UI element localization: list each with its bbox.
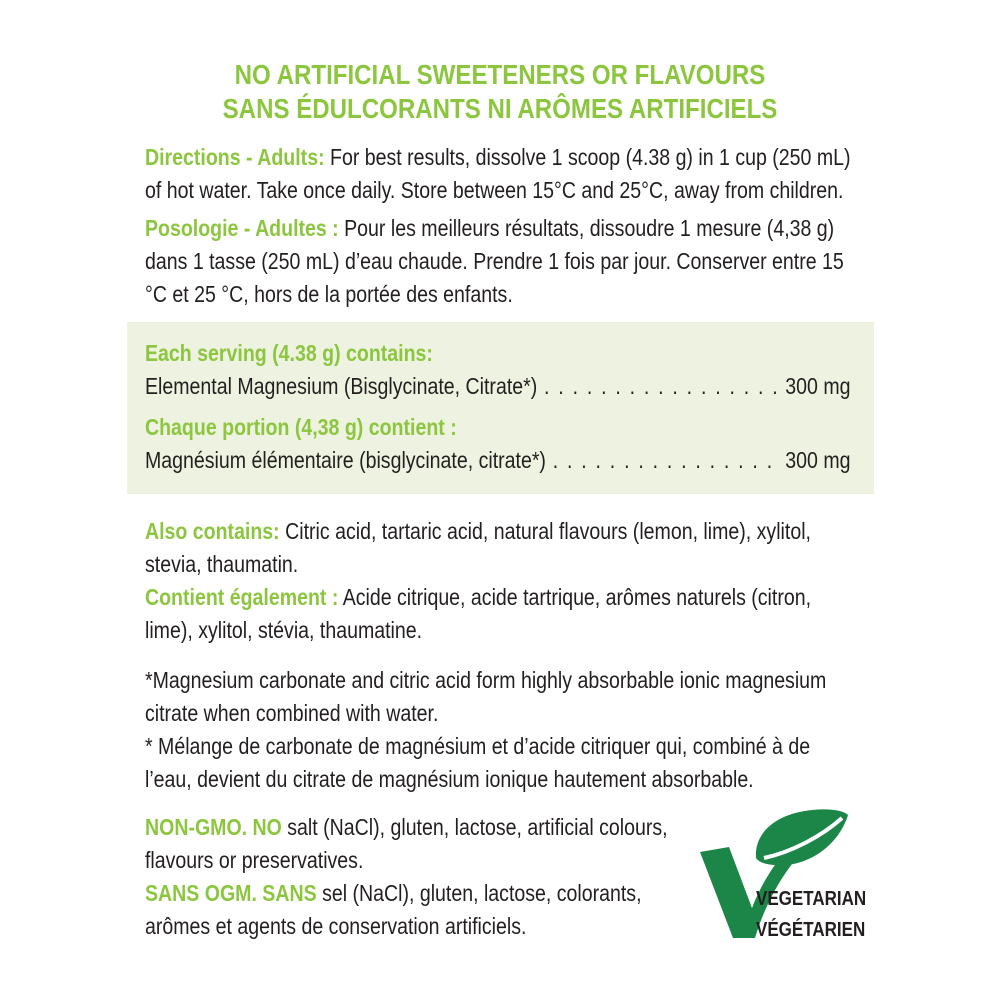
sans-ogm-text: sel (NaCl), gluten, lactose, colorants, arômes et agents de conservation artificiels.	[145, 880, 642, 939]
posologie-label: Posologie - Adultes :	[145, 215, 339, 241]
non-gmo-label: NON-GMO. NO	[145, 814, 282, 840]
posologie-paragraph	[145, 212, 855, 311]
non-gmo-text: salt (NaCl), gluten, lactose, artificial colours, flavours or preservatives.	[145, 814, 668, 873]
contient-egalement-text: Acide citrique, acide tartrique, arômes naturels (citron, lime), xylitol, stévia, thaumatine.	[145, 584, 812, 643]
vegetarian-badge-text	[756, 884, 866, 946]
ingredient-amount-en: 300 mg	[785, 373, 851, 399]
also-contains-label: Also contains:	[145, 518, 280, 544]
also-contains-text: Citric acid, tartaric acid, natural flavours (lemon, lime), xylitol, stevia, thaumatin.	[145, 518, 811, 577]
directions-label: Directions - Adults:	[145, 144, 325, 170]
sans-ogm-paragraph	[145, 877, 668, 943]
serving-row-en	[145, 370, 851, 403]
directions-paragraph	[145, 141, 855, 207]
serving-heading-en: Each serving (4.38 g) contains:	[145, 340, 433, 366]
serving-row-fr	[145, 444, 851, 477]
serving-facts-panel	[127, 322, 874, 494]
footnote-en: *Magnesium carbonate and citric acid form highly absorbable ionic magnesium citrate when combined with water.	[145, 667, 827, 726]
contient-egalement-label: Contient également :	[145, 584, 339, 610]
ingredient-name-fr: Magnésium élémentaire (bisglycinate, citrate*)	[145, 447, 546, 473]
dot-leader-fr	[553, 444, 779, 477]
contient-egalement-paragraph	[145, 581, 855, 647]
posologie-text: Pour les meilleurs résultats, dissoudre 1 mesure (4,38 g) dans 1 tasse (250 mL) d’eau chaude. Prendre 1 fois par jour. Conserver entre 15 °C et 25 °C, hors de la portée des enfants.	[145, 215, 844, 307]
ingredient-amount-fr: 300 mg	[785, 447, 851, 473]
footnote-fr: * Mélange de carbonate de magnésium et d’acide citriquer qui, combiné à de l’eau, devient du citrate de magnésium ionique hautement absorbable.	[145, 733, 811, 792]
claim-line-en: NO ARTIFICIAL SWEETENERS OR FLAVOURS	[234, 59, 766, 90]
serving-heading-fr: Chaque portion (4,38 g) contient :	[145, 414, 457, 440]
directions-text: For best results, dissolve 1 scoop (4.38 g) in 1 cup (250 mL) of hot water. Take once daily. Store between 15°C and 25°C, away from children.	[145, 144, 851, 203]
serving-facts-inner	[145, 337, 851, 477]
claim-header	[70, 0, 930, 126]
sans-ogm-label: SANS OGM. SANS	[145, 880, 317, 906]
vegetarian-badge	[692, 808, 982, 958]
non-gmo-paragraph	[145, 811, 668, 877]
ingredient-name-en: Elemental Magnesium (Bisglycinate, Citrate*)	[145, 373, 538, 399]
also-contains-paragraph	[145, 515, 855, 581]
vegetarian-text-fr: VÉGÉTARIEN	[756, 919, 866, 941]
claim-line-fr: SANS ÉDULCORANTS NI ARÔMES ARTIFICIELS	[222, 93, 778, 124]
vegetarian-text-en: VEGETARIAN	[756, 888, 867, 910]
dot-leader-en	[544, 370, 778, 403]
